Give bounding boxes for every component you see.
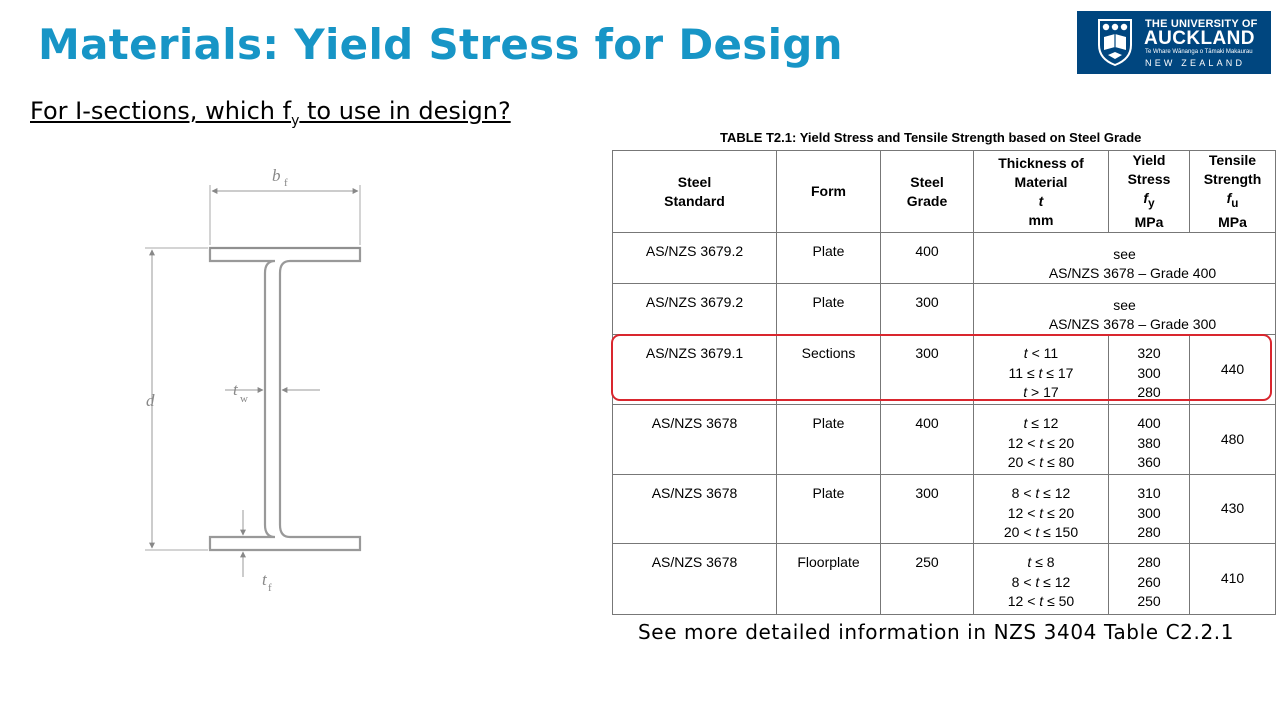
cell-grade: 300 (881, 284, 974, 335)
header-yield-stress: Yield Stress $f_y$ MPa (1109, 151, 1190, 233)
cell-grade: 400 (881, 405, 974, 475)
cell-form: Plate (777, 405, 881, 475)
logo-line-2: AUCKLAND (1144, 28, 1255, 49)
i-section-diagram (130, 155, 380, 605)
table-header-row (613, 151, 1276, 233)
university-logo (1077, 11, 1271, 74)
logo-line-4: NEW ZEALAND (1145, 58, 1246, 68)
table-row-highlighted (613, 335, 1276, 405)
cell-see-reference: see AS/NZS 3678 – Grade 300 (974, 284, 1276, 335)
table-row (613, 284, 1276, 335)
cell-yield: 310 300 280 (1109, 475, 1190, 544)
cell-tensile: 480 (1190, 405, 1276, 475)
header-steel-standard: Steel Standard (613, 151, 777, 233)
cell-form: Plate (777, 475, 881, 544)
header-form: Form (777, 151, 881, 233)
cell-form: Plate (777, 284, 881, 335)
question-text: For I-sections, which $f_y$ to use in design? (30, 97, 511, 129)
cell-grade: 250 (881, 544, 974, 615)
header-thickness: Thickness of Material t mm (974, 151, 1109, 233)
cell-standard: AS/NZS 3678 (613, 544, 777, 615)
table-row (613, 233, 1276, 284)
flange-width-subscript: f (284, 177, 288, 189)
cell-standard: AS/NZS 3679.2 (613, 233, 777, 284)
steel-grade-table (612, 150, 1276, 615)
cell-thickness: t < 11 11 ≤ t ≤ 17 t > 17 (974, 335, 1109, 405)
cell-thickness: t ≤ 12 12 < t ≤ 20 20 < t ≤ 80 (974, 405, 1109, 475)
header-steel-grade: Steel Grade (881, 151, 974, 233)
cell-standard: AS/NZS 3679.2 (613, 284, 777, 335)
flange-thickness-label: t (262, 570, 267, 589)
footnote: See more detailed information in NZS 3404 Table C2.2.1 (638, 620, 1235, 644)
cell-yield: 400 380 360 (1109, 405, 1190, 475)
cell-yield: 280 260 250 (1109, 544, 1190, 615)
cell-form: Floorplate (777, 544, 881, 615)
cell-tensile: 430 (1190, 475, 1276, 544)
cell-see-reference: see AS/NZS 3678 – Grade 400 (974, 233, 1276, 284)
cell-form: Plate (777, 233, 881, 284)
table-row (613, 405, 1276, 475)
web-thickness-label: t (233, 380, 238, 399)
table-caption: TABLE T2.1: Yield Stress and Tensile Strength based on Steel Grade (720, 130, 1142, 145)
i-section-outline (210, 248, 360, 550)
cell-standard: AS/NZS 3679.1 (613, 335, 777, 405)
cell-standard: AS/NZS 3678 (613, 475, 777, 544)
cell-thickness: t ≤ 8 8 < t ≤ 12 12 < t ≤ 50 (974, 544, 1109, 615)
cell-grade: 300 (881, 475, 974, 544)
logo-line-3: Te Whare Wānanga o Tāmaki Makaurau (1145, 49, 1253, 55)
cell-standard: AS/NZS 3678 (613, 405, 777, 475)
depth-label: d (146, 391, 155, 410)
cell-grade: 300 (881, 335, 974, 405)
cell-form: Sections (777, 335, 881, 405)
table-row (613, 544, 1276, 615)
cell-yield: 320 300 280 (1109, 335, 1190, 405)
university-crest-icon (1095, 17, 1135, 67)
cell-thickness: 8 < t ≤ 12 12 < t ≤ 20 20 < t ≤ 150 (974, 475, 1109, 544)
flange-thickness-subscript: f (268, 582, 272, 594)
cell-tensile: 440 (1190, 335, 1276, 405)
cell-tensile: 410 (1190, 544, 1276, 615)
cell-grade: 400 (881, 233, 974, 284)
flange-width-label: b (272, 166, 281, 185)
web-thickness-subscript: w (240, 393, 248, 405)
table-row (613, 475, 1276, 544)
logo-line-1: THE UNIVERSITY OF (1145, 18, 1258, 30)
header-tensile-strength: Tensile Strength $f_u$ MPa (1190, 151, 1276, 233)
slide-title: Materials: Yield Stress for Design (38, 20, 843, 69)
